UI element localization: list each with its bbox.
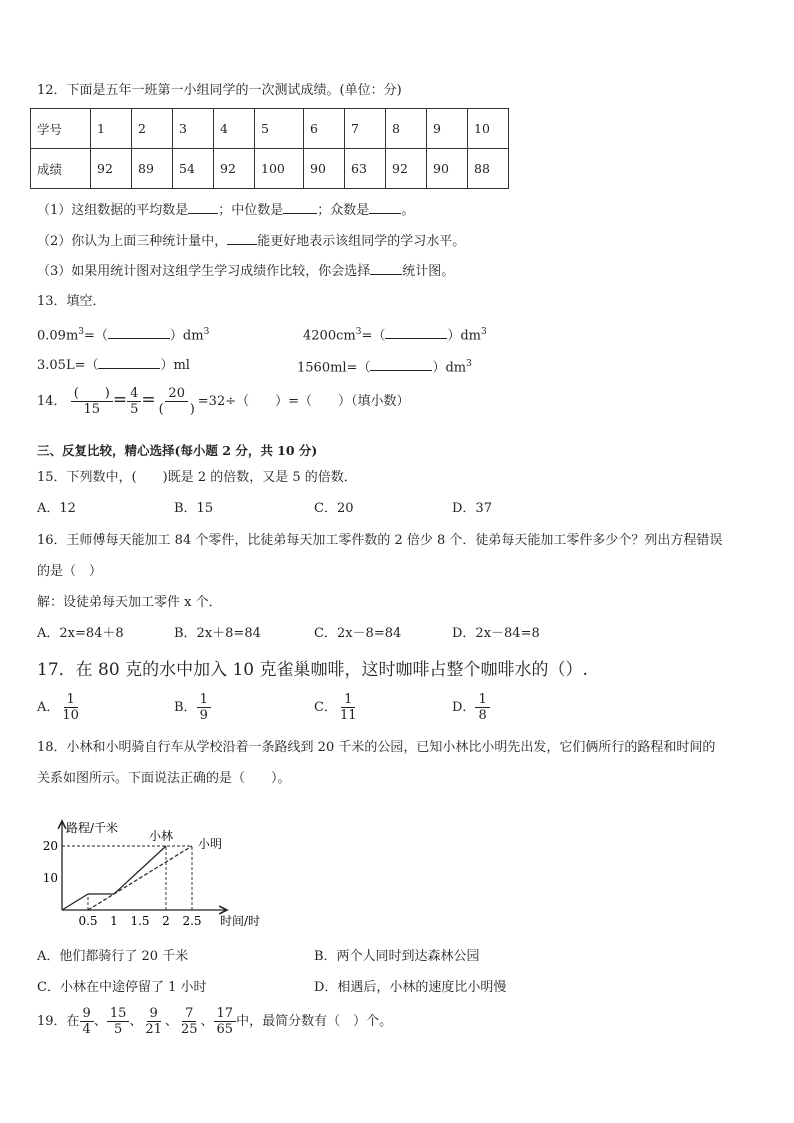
q12-sub3 — [37, 261, 454, 281]
fraction — [71, 386, 113, 417]
equals-sign: = — [112, 390, 128, 410]
q18-line1: 18．小林和小明骑自行车从学校沿着一条路线到 20 千米的公园，已知小林比小明先出发，它们俩所行的路程和时间的 — [37, 740, 716, 755]
table-cell: 成绩 — [31, 149, 91, 189]
x-tick-label: 1 — [110, 914, 118, 928]
table-cell: 92 — [91, 149, 132, 189]
q16-option[interactable]: B．2x＋8=84 — [174, 626, 261, 641]
q13-item-b — [303, 323, 487, 345]
q13-text: 3 — [203, 327, 210, 337]
q13-text: 3 — [481, 327, 487, 337]
q12-sub2 — [37, 231, 465, 251]
q14-tail: =32÷（ ）=（ ）（填小数） — [197, 394, 410, 409]
table-cell: 54 — [173, 149, 214, 189]
section-heading: 三、反复比较，精心选择(每小题 2 分，共 10 分) — [37, 443, 318, 458]
fraction — [127, 386, 141, 417]
answer-blank[interactable] — [283, 200, 317, 214]
answer-blank[interactable] — [98, 355, 160, 369]
equals-sign: = — [141, 390, 156, 410]
q16-line1: 16．王师傅每天能加工 84 个零件，比徒弟每天加工零件数的 2 倍少 8 个．徒弟每天能加工零件多少个？列出方程错误 — [37, 533, 723, 548]
q18-option[interactable]: A．他们都骑行了 20 千米 — [37, 949, 189, 964]
series-label: 小明 — [198, 837, 223, 851]
fraction-denominator: 5 — [113, 1022, 123, 1037]
fraction-denominator: 5 — [130, 402, 139, 417]
q13-item-c — [37, 355, 190, 375]
table-row — [31, 149, 509, 189]
separator: 、 — [129, 1014, 143, 1029]
q18-option[interactable]: B．两个人同时到达森林公园 — [314, 949, 480, 964]
table-cell: 100 — [255, 149, 304, 189]
series-label: 小林 — [149, 829, 174, 843]
q12-s1-text: ；中位数是 — [218, 203, 284, 218]
fraction — [156, 386, 198, 417]
fraction-denominator: ( ) — [158, 402, 195, 417]
fraction-denominator: 9 — [199, 708, 208, 723]
q12-s2-text: 能更好地表示该组同学的学习水平。 — [257, 234, 466, 249]
q16-option[interactable]: D．2x－84=8 — [452, 626, 540, 641]
option-label: C． — [314, 700, 337, 715]
answer-blank[interactable] — [227, 231, 257, 245]
fraction-numerator: 9 — [80, 1006, 94, 1022]
table-cell: 4 — [214, 109, 255, 149]
q17-title: 17．在 80 克的水中加入 10 克雀巢咖啡，这时咖啡占整个咖啡水的（）. — [37, 660, 588, 680]
answer-blank[interactable] — [108, 325, 170, 339]
q13-text: 1560ml=（ — [297, 360, 371, 376]
q15-option[interactable]: D．37 — [452, 501, 492, 516]
q14-number: 14． — [37, 394, 67, 409]
fraction — [107, 1006, 130, 1037]
fraction-denominator: 4 — [82, 1022, 91, 1037]
table-cell: 90 — [427, 149, 468, 189]
x-axis-title: 时间/时 — [220, 914, 261, 928]
table-cell: 88 — [468, 149, 509, 189]
table-cell: 5 — [255, 109, 304, 149]
option-label: A． — [37, 700, 60, 715]
q16-option[interactable]: C．2x－8=84 — [314, 626, 402, 641]
table-cell: 90 — [304, 149, 345, 189]
table-cell: 8 — [386, 109, 427, 149]
q13-text: ）dm — [169, 328, 204, 344]
q13-text: 3 — [466, 359, 472, 369]
table-row — [31, 109, 509, 149]
q16-line2: 的是（ ） — [37, 564, 103, 579]
q12-s1-text: ；众数是 — [317, 203, 370, 218]
q15-option[interactable]: C．20 — [314, 501, 354, 516]
q13-text: 3 — [78, 327, 85, 337]
answer-blank[interactable] — [370, 261, 402, 275]
series-line-xiaoming — [88, 846, 192, 910]
q12-s1-text: 。 — [401, 203, 415, 218]
table-cell: 学号 — [31, 109, 91, 149]
q17-option[interactable] — [37, 692, 82, 723]
fraction-denominator: 25 — [180, 1022, 198, 1037]
table-cell: 89 — [132, 149, 173, 189]
fraction-numerator: 1 — [475, 692, 489, 708]
option-label: D． — [452, 700, 476, 715]
distance-time-chart — [30, 805, 270, 935]
fraction — [59, 692, 82, 723]
answer-blank[interactable] — [385, 325, 447, 339]
q13-text: ）dm — [432, 360, 467, 376]
answer-blank[interactable] — [188, 200, 218, 214]
fraction-denominator: 15 — [83, 402, 101, 417]
q19-line — [37, 1006, 392, 1037]
x-tick-label: 2.5 — [182, 914, 202, 928]
q12-sub1 — [37, 200, 414, 220]
q13-text: ）ml — [160, 358, 190, 373]
q13-item-a — [37, 323, 209, 345]
q18-option[interactable]: D．相遇后，小林的速度比小明慢 — [314, 980, 507, 995]
separator: 、 — [93, 1014, 107, 1029]
q13-text: 0.09m — [37, 328, 79, 344]
x-tick-label: 2 — [162, 914, 170, 928]
q13-text: 4200cm — [303, 328, 356, 344]
q18-line2: 关系如图所示。下面说法正确的是（ ）。 — [37, 771, 291, 786]
q16-solve: 解：设徒弟每天加工零件 x 个． — [37, 595, 222, 610]
q17-option[interactable] — [452, 692, 490, 723]
x-tick-label: 0.5 — [78, 914, 98, 928]
q13-text: ）dm — [447, 328, 481, 344]
q18-option[interactable]: C．小林在中途停留了 1 小时 — [37, 980, 207, 995]
table-cell: 92 — [214, 149, 255, 189]
table-cell: 2 — [132, 109, 173, 149]
table-cell: 3 — [173, 109, 214, 149]
fraction-denominator: 10 — [62, 708, 79, 723]
fraction — [337, 692, 360, 723]
table-cell: 7 — [345, 109, 386, 149]
q19-text: 中，最简分数有（ ）个。 — [236, 1014, 393, 1029]
q14-line — [37, 386, 410, 417]
series-line-xiaolin — [62, 846, 166, 910]
answer-blank[interactable] — [370, 357, 432, 371]
q12-s3-text: （3）如果用统计图对这组学生学习成绩作比较，你会选择 — [37, 264, 371, 279]
q13-text: 3 — [355, 327, 362, 337]
fraction-denominator: 21 — [145, 1022, 162, 1037]
table-cell: 9 — [427, 109, 468, 149]
answer-blank[interactable] — [369, 200, 401, 214]
option-label: B． — [174, 700, 197, 715]
q12-title: 12．下面是五年一班第一小组同学的一次测试成绩。(单位：分) — [37, 83, 402, 98]
x-tick-label: 1.5 — [130, 914, 150, 928]
fraction-numerator: 1 — [64, 692, 78, 708]
q12-s1-text: （1）这组数据的平均数是 — [37, 203, 189, 218]
q16-option[interactable]: A．2x=84＋8 — [37, 626, 124, 641]
table-cell: 10 — [468, 109, 509, 149]
y-tick-label: 20 — [42, 839, 58, 853]
table-cell: 63 — [345, 149, 386, 189]
table-cell: 92 — [386, 149, 427, 189]
q17-option[interactable] — [314, 692, 360, 723]
fraction-denominator: 11 — [339, 708, 357, 723]
table-cell: 1 — [91, 109, 132, 149]
fraction-numerator: 1 — [341, 692, 355, 708]
y-axis-title: 路程/千米 — [66, 821, 119, 835]
fraction — [178, 1006, 201, 1037]
fraction-numerator: 4 — [127, 386, 141, 402]
y-tick-label: 10 — [42, 871, 58, 885]
q19-text: 19．在 — [37, 1014, 80, 1029]
q13-item-d — [297, 355, 472, 377]
fraction-numerator: 9 — [147, 1006, 161, 1022]
q17-option[interactable] — [174, 692, 211, 723]
fraction — [80, 1006, 94, 1037]
score-table — [30, 108, 509, 189]
fraction-denominator: 65 — [216, 1022, 234, 1037]
q15-title: 15．下列数中，( )既是 2 的倍数，又是 5 的倍数． — [37, 470, 357, 485]
fraction-numerator: 1 — [197, 692, 211, 708]
fraction-numerator: 20 — [165, 386, 188, 402]
q15-option[interactable]: B．15 — [174, 501, 214, 516]
q13-title: 13．填空． — [37, 294, 106, 309]
fraction — [214, 1006, 237, 1037]
fraction — [142, 1006, 165, 1037]
fraction-denominator: 8 — [478, 708, 487, 723]
fraction — [475, 692, 489, 723]
fraction-numerator: 15 — [107, 1006, 130, 1022]
q13-text: 3.05L=（ — [37, 358, 99, 373]
fraction-numerator: 17 — [214, 1006, 237, 1022]
fraction — [197, 692, 211, 723]
q12-s2-text: （2）你认为上面三种统计量中， — [37, 234, 228, 249]
table-cell: 6 — [304, 109, 345, 149]
separator: 、 — [200, 1014, 214, 1029]
fraction-numerator: 7 — [182, 1006, 196, 1022]
separator: 、 — [164, 1014, 178, 1029]
fraction-numerator: ( ) — [71, 386, 113, 402]
q13-text: =（ — [84, 328, 108, 344]
q15-option[interactable]: A．12 — [37, 501, 76, 516]
q12-s3-text: 统计图。 — [402, 264, 455, 279]
q13-text: =（ — [361, 328, 386, 344]
